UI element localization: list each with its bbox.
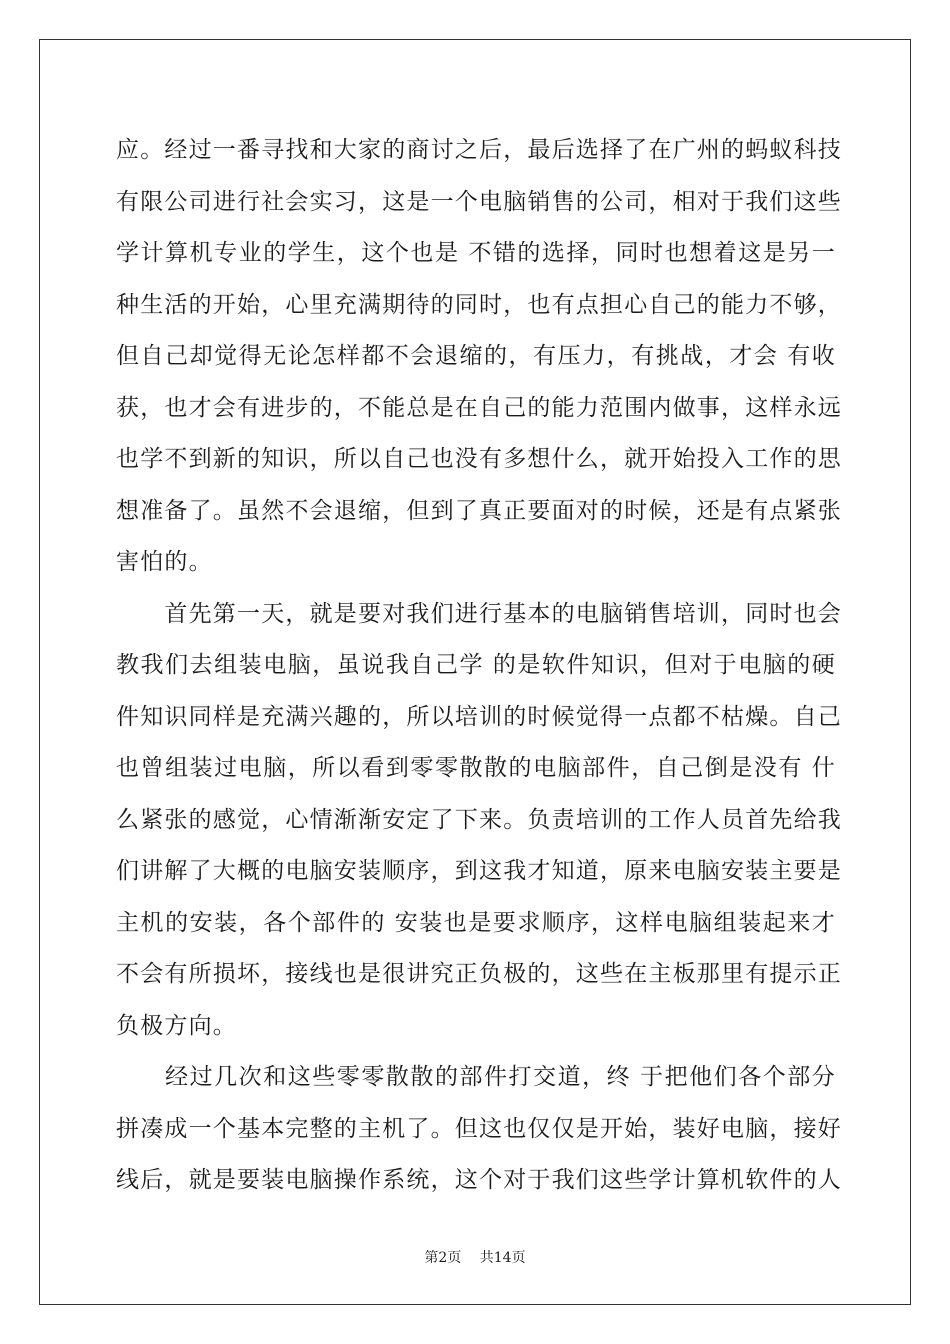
text-line: 件知识同样是充满兴趣的，所以培训的时候觉得一点都不枯燥。自己 <box>116 703 842 730</box>
text-line: 拼凑成一个基本完整的主机了。但这也仅仅是开始，装好电脑，接好 <box>116 1115 842 1142</box>
text-line-paragraph-start: 经过几次和这些零零散散的部件打交道，终 于把他们各个部分 <box>116 1064 836 1090</box>
text-line: 也曾组装过电脑，所以看到零零散散的电脑部件，自己倒是没有 什 <box>116 755 836 781</box>
text-line: 不会有所损坏，接线也是很讲究正负极的，这些在主板那里有提示正 <box>116 961 842 987</box>
text-line: 们讲解了大概的电脑安装顺序，到这我才知道，原来电脑安装主要是 <box>116 858 842 884</box>
text-line: 种生活的开始，心里充满期待的同时，也有点担心自己的能力不够， <box>116 291 842 318</box>
text-line: 教我们去组装电脑，虽说我自己学 的是软件知识，但对于电脑的硬 <box>116 652 836 678</box>
text-line: 主机的安装，各个部件的 安装也是要求顺序，这样电脑组装起来才 <box>116 909 836 936</box>
text-line: 但自己却觉得无论怎样都不会退缩的，有压力，有挑战，才会 有收 <box>116 343 836 369</box>
document-body <box>116 125 842 1207</box>
text-line-paragraph-start: 首先第一天，就是要对我们进行基本的电脑销售培训，同时也会 <box>116 600 842 627</box>
text-line: 也学不到新的知识，所以自己也没有多想什么，就开始投入工作的思 <box>116 446 842 472</box>
text-line: 获，也才会有进步的，不能总是在自己的能力范围内做事，这样永远 <box>116 394 842 421</box>
text-line: 学计算机专业的学生，这个也是 不错的选择，同时也想着这是另一 <box>116 240 836 266</box>
text-line-paragraph-end: 负极方向。 <box>116 1012 237 1039</box>
page-number-footer: 第2页 共14页 <box>424 1250 526 1266</box>
text-line-paragraph-end: 害怕的。 <box>116 549 213 575</box>
text-line: 线后，就是要装电脑操作系统，这个对于我们这些学计算机软件的人 <box>116 1167 842 1193</box>
text-line: 想准备了。虽然不会退缩，但到了真正要面对的时候，还是有点紧张 <box>116 497 842 524</box>
text-line: 有限公司进行社会实习，这是一个电脑销售的公司，相对于我们这些 <box>116 188 842 215</box>
text-line: 么紧张的感觉，心情渐渐安定了下来。负责培训的工作人员首先给我 <box>116 806 842 833</box>
text-line: 应。经过一番寻找和大家的商讨之后，最后选择了在广州的蚂蚁科技 <box>116 137 842 163</box>
